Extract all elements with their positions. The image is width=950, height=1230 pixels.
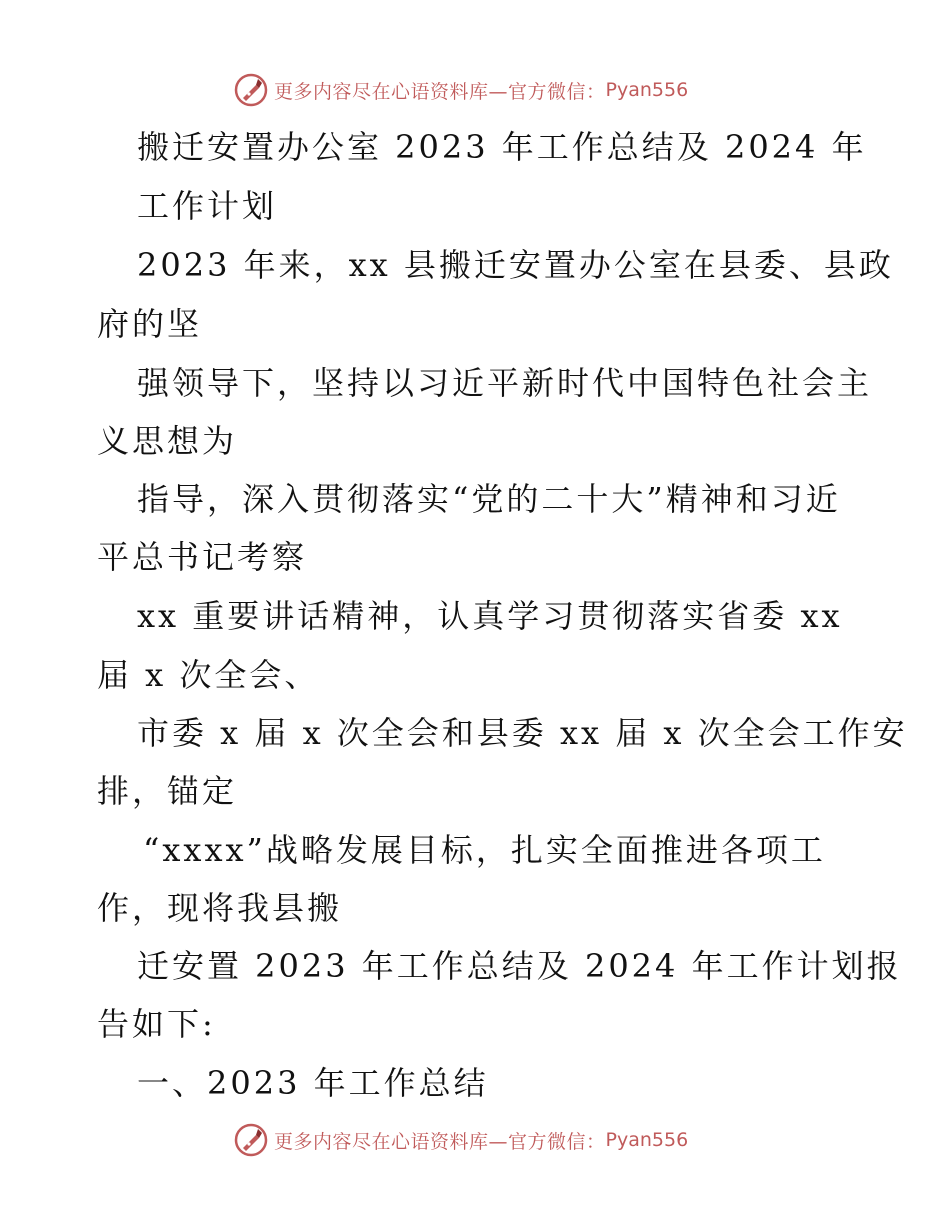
- doc-line: 平总书记考察: [97, 538, 308, 576]
- doc-line: 排，锚定: [97, 772, 238, 810]
- doc-line: “xxxx”战略发展目标，扎实全面推进各项工: [143, 831, 826, 869]
- doc-line: 府的坚: [97, 305, 203, 343]
- doc-line: 工作计划: [137, 187, 278, 225]
- doc-line: 2023 年来，xx 县搬迁安置办公室在县委、县政: [137, 246, 894, 284]
- doc-line: 强领导下，坚持以习近平新时代中国特色社会主: [137, 364, 873, 402]
- doc-line: 市委 x 届 x 次全会和县委 xx 届 x 次全会工作安: [137, 714, 908, 752]
- footer-watermark-banner: [234, 1120, 688, 1160]
- doc-line: 搬迁安置办公室 2023 年工作总结及 2024 年: [137, 128, 867, 166]
- doc-line: 指导，深入贯彻落实“党的二十大”精神和习近: [137, 480, 841, 518]
- doc-line: xx 重要讲话精神，认真学习贯彻落实省委 xx: [137, 597, 843, 635]
- doc-line: 义思想为: [97, 422, 238, 460]
- watermark-text: 更多内容尽在心语资料库—官方微信：: [274, 1130, 606, 1153]
- wechat-id: Pyan556: [605, 1129, 689, 1151]
- pen-nib-logo-icon: [234, 1123, 268, 1157]
- watermark-text: 更多内容尽在心语资料库—官方微信：: [274, 80, 606, 103]
- doc-line: 届 x 次全会、: [97, 656, 320, 694]
- section-heading: 一、2023 年工作总结: [137, 1064, 489, 1102]
- doc-line: 迁安置 2023 年工作总结及 2024 年工作计划报: [137, 947, 902, 985]
- doc-line: 作，现将我县搬: [97, 889, 343, 927]
- pen-nib-logo-icon: [234, 73, 268, 107]
- wechat-id: Pyan556: [605, 79, 689, 101]
- doc-line: 告如下:: [97, 1005, 216, 1043]
- header-watermark-banner: [234, 70, 688, 110]
